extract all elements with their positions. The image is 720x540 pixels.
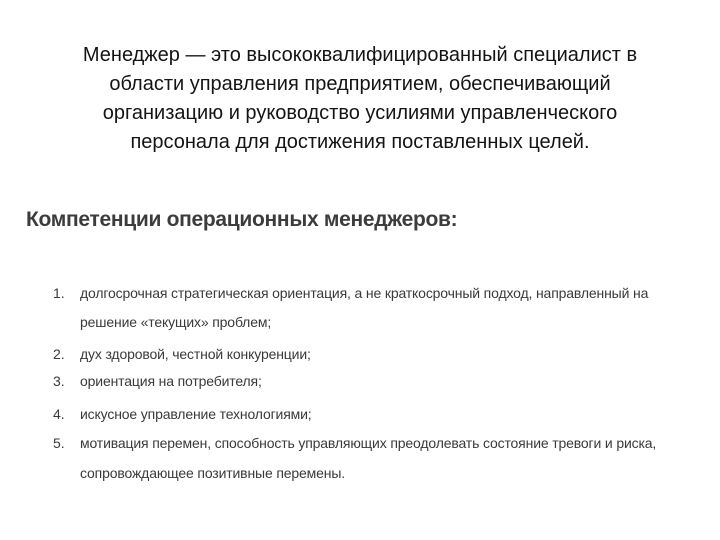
list-item-text: дух здоровой, честной конкуренции; <box>80 346 311 362</box>
list-item-number: 3. <box>53 373 65 389</box>
definition-paragraph <box>40 41 680 157</box>
definition-line: Менеджер — это высококвалифицированный специалист в <box>82 44 638 66</box>
list-item-text: ориентация на потребителя; <box>80 373 262 389</box>
list-item-number: 5. <box>53 435 65 451</box>
list-item-number: 2. <box>53 346 65 362</box>
definition-line: области управления предприятием, обеспечивающий <box>109 73 611 95</box>
list-item-text: решение «текущих» проблем; <box>80 314 272 330</box>
definition-line: персонала для достижения поставленных целей. <box>130 131 590 153</box>
definition-line: организацию и руководство усилиями управленческого <box>102 102 618 124</box>
list-item-text: долгосрочная стратегическая ориентация, а не краткосрочный подход, направленный на <box>80 285 649 301</box>
competencies-heading: Компетенции операционных менеджеров: <box>26 208 458 231</box>
list-item-text: сопровождающее позитивные перемены. <box>80 465 346 481</box>
list-item-number: 4. <box>53 406 65 422</box>
list-item-text: мотивация перемен, способность управляющих преодолевать состояние тревоги и риска, <box>80 435 657 451</box>
list-item-number: 1. <box>53 285 65 301</box>
list-item-text: искусное управление технологиями; <box>80 406 312 422</box>
